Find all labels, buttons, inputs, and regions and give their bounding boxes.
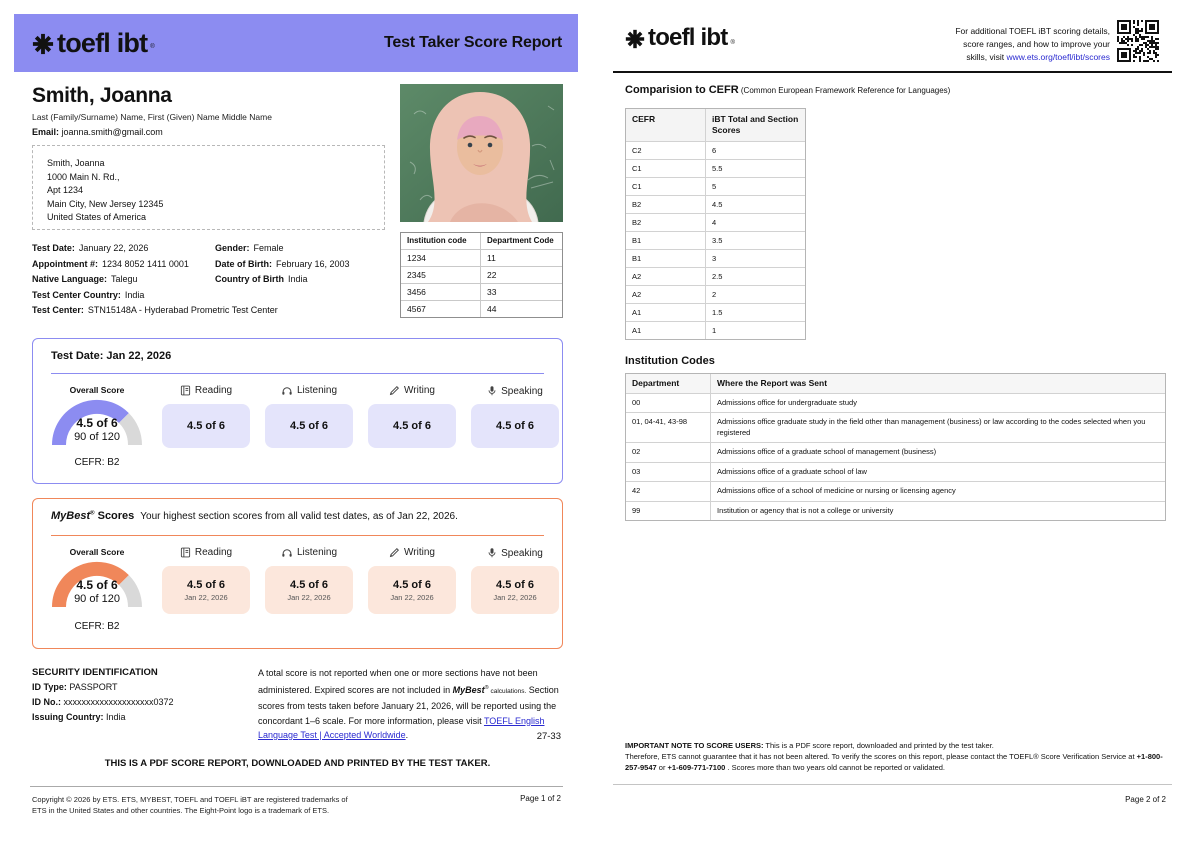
- institution-codes-row: 01, 04-41, 43-98 Admissions office graduate study in the field other than management (business) or law according to the codes selected when you registered: [626, 412, 1165, 442]
- mybest-divider: [51, 535, 544, 536]
- issuing-country-value: India: [106, 712, 126, 722]
- address-line: Smith, Joanna: [47, 158, 105, 168]
- writing-score-box: 4.5 of 6: [368, 404, 456, 448]
- logo-registered-mark: ®: [150, 43, 155, 50]
- header-rule: [613, 71, 1172, 73]
- speaking-score-box: 4.5 of 6: [471, 404, 559, 448]
- footer-divider: [613, 784, 1172, 785]
- page-number: Page 1 of 2: [520, 794, 561, 803]
- native-language-value: Talegu: [111, 274, 138, 284]
- native-language-label: Native Language:: [32, 274, 108, 284]
- id-type-value: PASSPORT: [69, 682, 118, 692]
- institution-codes-row: 42 Admissions office of a school of medicine or nursing or licensing agency: [626, 481, 1165, 501]
- cefr-table-row: C2 6: [626, 141, 805, 159]
- cefr-table-header: CEFR iBT Total and Section Scores: [626, 109, 805, 141]
- test-date-label: Test Date:: [32, 243, 75, 253]
- issuing-country-label: Issuing Country:: [32, 712, 104, 722]
- cefr-table-row: B1 3: [626, 249, 805, 267]
- appointment-label: Appointment #:: [32, 258, 98, 269]
- eight-point-star-icon: [32, 33, 54, 55]
- score-box-title: Test Date: Jan 22, 2026: [51, 350, 172, 362]
- country-of-birth-label: Country of Birth: [215, 274, 284, 284]
- institution-codes-header: Department Where the Report was Sent: [626, 374, 1165, 393]
- pdf-notice: THIS IS A PDF SCORE REPORT, DOWNLOADED AND PRINTED BY THE TEST TAKER.: [104, 758, 491, 769]
- test-center-country-label: Test Center Country:: [32, 289, 121, 300]
- dob-value: February 16, 2003: [276, 258, 350, 269]
- phone-number-2: +1-609-771-7100: [667, 763, 726, 772]
- test-center-country-value: India: [124, 289, 145, 300]
- mybest-subtitle: Your highest section scores from all valid test dates, as of Jan 22, 2026.: [140, 511, 458, 522]
- headphones-icon: [281, 385, 293, 396]
- test-taker-photo: [400, 84, 563, 222]
- institution-table-row: 2345 22: [401, 266, 562, 283]
- gender-label: Gender:: [215, 243, 250, 253]
- institution-codes-table: [625, 373, 1166, 521]
- cefr-table-row: B2 4.5: [626, 195, 805, 213]
- test-taker-name: Smith, Joanna: [32, 84, 172, 107]
- test-details: [32, 243, 392, 321]
- cefr-level: CEFR: B2: [74, 457, 120, 468]
- institution-codes-heading: Institution Codes: [625, 355, 715, 367]
- institution-codes-row: 02 Admissions office of a graduate school of management (business): [626, 442, 1165, 462]
- mailing-address-box: [32, 145, 385, 230]
- appointment-value: 1234 8052 1411 0001: [102, 258, 189, 269]
- book-icon: [180, 547, 191, 558]
- security-heading: SECURITY IDENTIFICATION: [32, 667, 158, 678]
- qr-code: [1117, 20, 1159, 62]
- institution-table-header: Institution code Department Code: [401, 233, 562, 249]
- toefl-ibt-logo: [625, 26, 735, 50]
- logo-registered-mark: ®: [730, 40, 735, 46]
- logo-wordmark: toefl ibt: [57, 27, 148, 58]
- mybest-writing-score-box: 4.5 of 6 Jan 22, 2026: [368, 566, 456, 614]
- address-line: United States of America: [47, 212, 147, 222]
- address-line: Apt 1234: [47, 185, 84, 195]
- test-center-label: Test Center:: [32, 305, 84, 315]
- cefr-table: [625, 108, 806, 340]
- email-label: Email:: [32, 127, 60, 137]
- institution-codes-row: 99 Institution or agency that is not a college or university: [626, 501, 1165, 521]
- mybest-overall-points: 90 of 120: [74, 593, 120, 605]
- gender-value: Female: [253, 243, 284, 253]
- email-line: [32, 127, 163, 137]
- scoring-info-text: For additional TOEFL iBT scoring details, score ranges, and how to improve your skills, visit www.ets.org/toefl/ibt/scores: [955, 26, 1110, 62]
- cefr-table-row: A2 2: [626, 285, 805, 303]
- mybest-cefr-level: CEFR: B2: [74, 621, 120, 632]
- mybest-overall-score: 4.5 of 6: [76, 578, 118, 592]
- footer-divider: [30, 786, 563, 787]
- toefl-info-link[interactable]: TOEFL English Language Test | Accepted Worldwide: [258, 715, 545, 740]
- institution-table-row: 3456 33: [401, 283, 562, 300]
- name-caption: Last (Family/Surname) Name, First (Given) Name Middle Name: [32, 112, 272, 122]
- security-identification: [32, 665, 174, 725]
- cefr-table-row: B1 3.5: [626, 231, 805, 249]
- reading-score-box: 4.5 of 6: [162, 404, 250, 448]
- institution-codes-row: 00 Admissions office for undergraduate study: [626, 393, 1165, 413]
- mybest-title: MyBest® Scores Your highest section scores from all valid test dates, as of Jan 22, 2026.: [51, 510, 458, 522]
- id-type-label: ID Type:: [32, 682, 67, 692]
- dob-label: Date of Birth:: [215, 258, 272, 269]
- mybest-score-box: MyBest® Scores Your highest section scores from all valid test dates, as of Jan 22, 2026. Overall Score 4.5 of 6 90 of 120 CEFR: B2 Reading 4.5 of 6 Jan 22, 2026 Listening 4.5 of 6 Jan 22, 2026 Writing 4.5 of 6 Jan 22, 2026 Speaking 4.5 of 6 Jan 22, 2026: [32, 498, 563, 649]
- header-band: [14, 14, 578, 72]
- microphone-icon: [487, 385, 497, 397]
- id-no-label: ID No.:: [32, 697, 61, 707]
- microphone-icon: [487, 547, 497, 559]
- important-note: IMPORTANT NOTE TO SCORE USERS: This is a PDF score report, downloaded and printed by the test taker. Therefore, ETS cannot guarantee that it has not been altered. To verify the scores on this report, please contact the TOEFL® Score Verification Service at +1-800-257-9547 or +1-609-771-7100 . Scores more than two years old cannot be reported or validated.: [625, 741, 1163, 772]
- cefr-table-row: A2 2.5: [626, 267, 805, 285]
- cefr-table-row: A1 1.5: [626, 303, 805, 321]
- pencil-icon: [389, 385, 400, 396]
- test-center-value: STN15148A - Hyderabad Prometric Test Center: [87, 305, 278, 315]
- page-number: Page 2 of 2: [1125, 795, 1166, 804]
- mybest-listening-score-box: 4.5 of 6 Jan 22, 2026: [265, 566, 353, 614]
- cefr-table-row: B2 4: [626, 213, 805, 231]
- score-report-page-2: [595, 0, 1190, 842]
- eight-point-star-icon: [625, 29, 645, 49]
- mybest-reading-score-box: 4.5 of 6 Jan 22, 2026: [162, 566, 250, 614]
- address-line: Main City, New Jersey 12345: [47, 198, 164, 209]
- test-date-value: January 22, 2026: [78, 243, 149, 253]
- institution-table-row: 4567 44: [401, 300, 562, 317]
- copyright: Copyright © 2026 by ETS. ETS, MYBEST, TOEFL and TOEFL iBT are registered trademarks of ETS in the United States and other countries. The Eight-Point logo is a trademark of ETS.: [32, 795, 348, 815]
- toefl-ibt-logo: [32, 27, 155, 58]
- report-title: Test Taker Score Report: [384, 34, 562, 51]
- mybest-brand: MyBest: [452, 684, 485, 695]
- address-line: 1000 Main N. Rd.,: [47, 171, 120, 182]
- score-box-divider: [51, 373, 544, 374]
- phone-number-1: +1-800-257-9547: [625, 752, 1163, 772]
- id-no-value: xxxxxxxxxxxxxxxxxxxx0372: [63, 697, 174, 707]
- cefr-table-row: C1 5.5: [626, 159, 805, 177]
- listening-score-box: 4.5 of 6: [265, 404, 353, 448]
- email-value: joanna.smith@gmail.com: [61, 127, 163, 137]
- test-date-score-box: Test Date: Jan 22, 2026 Overall Score 4.5 of 6 90 of 120 CEFR: B2 Reading 4.5 of 6 Listening 4.5 of 6 Writing 4.5 of 6 Speaking 4.5 of 6: [32, 338, 563, 484]
- cefr-table-row: A1 1: [626, 321, 805, 339]
- cefr-table-row: C1 5: [626, 177, 805, 195]
- form-code: 27-33: [536, 731, 561, 742]
- overall-points-value: 90 of 120: [74, 431, 120, 443]
- institution-table-row: 1234 11: [401, 249, 562, 266]
- cefr-heading: Comparision to CEFR (Common European Framework Reference for Languages): [625, 84, 951, 96]
- logo-wordmark: toefl ibt: [648, 24, 728, 51]
- overall-score-value: 4.5 of 6: [76, 416, 118, 430]
- institution-code-table: [400, 232, 563, 318]
- country-of-birth-value: India: [288, 274, 308, 284]
- pencil-icon: [389, 547, 400, 558]
- mybest-speaking-score-box: 4.5 of 6 Jan 22, 2026: [471, 566, 559, 614]
- score-note: A total score is not reported when one or more sections have not been administered. Expired scores are not included in MyBest® calculations. Section scores from tests taken before January 21, 2026, will be reported using the concordant 1–6 scale. For more information, please visit TOEFL English Language Test | Accepted Worldwide.: [258, 668, 559, 740]
- book-icon: [180, 385, 191, 396]
- ets-scores-link[interactable]: www.ets.org/toefl/ibt/scores: [1006, 52, 1110, 62]
- headphones-icon: [281, 547, 293, 558]
- institution-codes-row: 03 Admissions office of a graduate school of law: [626, 462, 1165, 482]
